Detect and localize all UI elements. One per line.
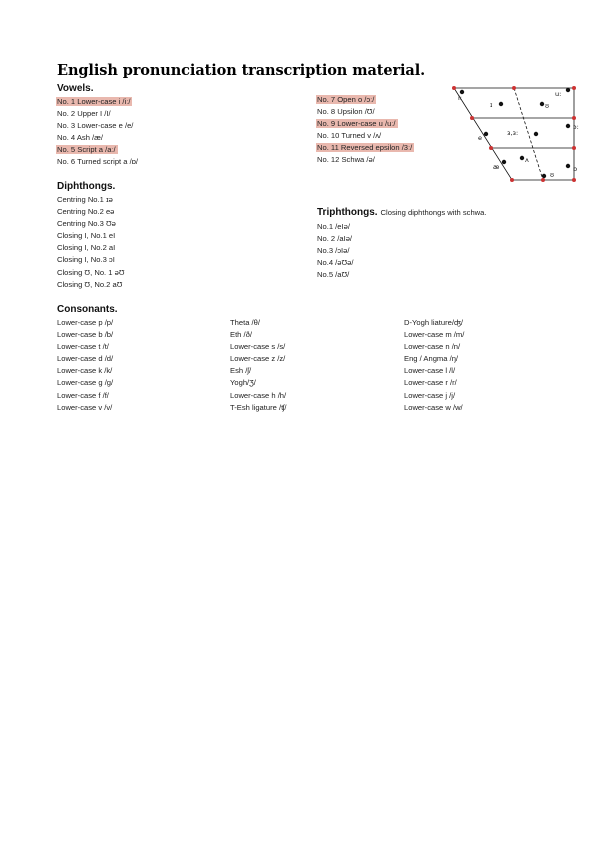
- list-item: [57, 230, 125, 242]
- list-item-text: Lower-case v /v/: [57, 402, 113, 412]
- list-item: [57, 317, 113, 329]
- list-item-text: Lower-case h /h/: [230, 390, 287, 400]
- list-item: [57, 156, 138, 168]
- chart-corner-dot: [572, 116, 576, 120]
- list-item: [230, 329, 286, 341]
- list-item: [317, 154, 414, 166]
- list-item-text: No.4 /əƱə/: [317, 258, 354, 268]
- vowels-right-list: [317, 94, 414, 167]
- diphthongs-list: [57, 194, 125, 291]
- list-item: [57, 132, 138, 144]
- chart-corner-dot: [510, 178, 514, 182]
- list-item: [57, 402, 113, 414]
- list-item-text: Lower-case p /p/: [57, 318, 114, 327]
- chart-label-turned-v: ʌ: [525, 156, 529, 164]
- list-item: [57, 242, 125, 254]
- consonants-col-2: [230, 317, 286, 414]
- list-item-text: No. 5 Script a /aː/: [57, 145, 116, 155]
- list-item: [404, 402, 464, 414]
- chart-corner-dot: [512, 86, 516, 90]
- vowels-left-list: [57, 96, 138, 169]
- chart-corner-dot: [572, 146, 576, 150]
- list-item: [57, 254, 125, 266]
- list-item: [230, 377, 286, 389]
- chart-line-central: [514, 88, 543, 180]
- consonants-col-3: [404, 317, 464, 414]
- list-item: [230, 317, 286, 329]
- list-item-text: Lower-case m /m/: [404, 330, 465, 340]
- list-item: [57, 267, 125, 279]
- list-item-text: Theta /θ/: [230, 318, 260, 327]
- list-item-text: Lower-case n /n/: [404, 342, 461, 352]
- list-item: [317, 94, 414, 106]
- list-item-text: Lower-case l /l/: [404, 366, 456, 376]
- list-item: [57, 329, 113, 341]
- list-item-text: Lower-case t /t/: [57, 342, 109, 352]
- chart-vowel-dot: [540, 102, 544, 106]
- list-item-text: No. 3 Lower-case e /e/: [57, 121, 134, 131]
- list-item-text: Lower-case g /g/: [57, 378, 114, 388]
- list-item: [57, 194, 125, 206]
- list-item: [57, 96, 138, 108]
- triphthongs-header: [317, 207, 487, 218]
- list-item-text: Centring No.1 ɪə: [57, 195, 113, 204]
- list-item: [57, 365, 113, 377]
- list-item-text: No. 9 Lower-case u /uː/: [317, 119, 396, 129]
- list-item: [57, 341, 113, 353]
- list-item: [57, 353, 113, 365]
- list-item-text: Lower-case b /b/: [57, 330, 114, 340]
- list-item-text: No.1 /eIə/: [317, 222, 350, 231]
- list-item-text: D-Yogh liature/ʤ/: [404, 318, 463, 327]
- chart-vowel-dot: [484, 132, 488, 136]
- list-item-text: No. 7 Open o /ɔː/: [317, 95, 375, 104]
- list-item: [230, 353, 286, 365]
- chart-corner-dot: [541, 178, 545, 182]
- list-item: [404, 341, 464, 353]
- chart-label-open-o: ɔ:: [573, 123, 579, 131]
- list-item: [317, 269, 354, 281]
- list-item: [317, 106, 414, 118]
- list-item-text: No. 12 Schwa /ə/: [317, 155, 375, 165]
- list-item-text: No. 6 Turned script a /ɒ/: [57, 157, 139, 167]
- list-item-text: Eng / Angma /ŋ/: [404, 354, 459, 364]
- list-item-text: Centring No.2 eə: [57, 207, 115, 217]
- vowels-heading: Vowels.: [57, 83, 94, 94]
- list-item-text: T-Esh ligature /ʧ/: [230, 402, 287, 412]
- list-item-text: No.5 /aƱ/: [317, 270, 350, 280]
- list-item: [404, 317, 464, 329]
- list-item: [317, 233, 354, 245]
- vowel-trapezium-chart: [446, 82, 586, 186]
- chart-label-ash: æ: [493, 163, 500, 171]
- chart-corner-dot: [572, 86, 576, 90]
- list-item: [317, 257, 354, 269]
- list-item: [57, 390, 113, 402]
- chart-label-schwa: ɜ,ɜ:: [507, 129, 519, 137]
- list-item: [57, 206, 125, 218]
- chart-corner-dot: [572, 178, 576, 182]
- chart-vowel-dot: [502, 160, 506, 164]
- list-item: [230, 365, 286, 377]
- list-item-text: Lower-case s /s/: [230, 342, 286, 352]
- document-title: English pronunciation transcription material.: [57, 62, 426, 79]
- list-item: [404, 353, 464, 365]
- list-item: [317, 118, 414, 130]
- chart-label-short-i: ɪ: [490, 101, 493, 109]
- consonants-heading: Consonants.: [57, 304, 118, 315]
- list-item: [317, 130, 414, 142]
- list-item-text: Closing I, No.2 aI: [57, 243, 116, 253]
- list-item-text: Closing I, No.1 eI: [57, 231, 116, 241]
- list-item: [404, 390, 464, 402]
- list-item: [404, 365, 464, 377]
- list-item-text: Lower-case d /d/: [57, 354, 114, 364]
- list-item-text: No.3 /ɔIə/: [317, 246, 350, 256]
- list-item: [317, 245, 354, 257]
- list-item-text: Lower-case w /w/: [404, 402, 463, 412]
- chart-vowel-dot: [566, 124, 570, 128]
- list-item-text: No. 1 Lower-case i /iː/: [57, 97, 131, 106]
- list-item-text: Lower-case r /r/: [404, 378, 457, 388]
- list-item-text: Lower-case f /f/: [57, 390, 109, 400]
- list-item: [317, 221, 354, 233]
- list-item-text: Closing Ʊ, No.2 aƱ: [57, 279, 123, 289]
- list-item-text: Closing Ʊ, No. 1 əƱ: [57, 267, 125, 277]
- triphthongs-note: Closing diphthongs with schwa.: [380, 208, 487, 217]
- chart-label-upsilon-2: ʊ: [550, 171, 555, 179]
- chart-corner-dot: [489, 146, 493, 150]
- list-item: [230, 390, 286, 402]
- list-item: [57, 377, 113, 389]
- list-item-text: No. 11 Reversed epsilon /3ː/: [317, 143, 413, 153]
- chart-vowel-dot: [542, 174, 546, 178]
- list-item: [317, 142, 414, 154]
- chart-vowel-dot: [534, 132, 538, 136]
- list-item-text: Lower-case z /z/: [230, 354, 286, 364]
- list-item: [57, 279, 125, 291]
- chart-label-u: u:: [555, 90, 562, 98]
- chart-vowel-dot: [566, 88, 570, 92]
- list-item: [404, 329, 464, 341]
- list-item-text: Esh /ʃ/: [230, 366, 252, 376]
- triphthongs-heading: Triphthongs.: [317, 207, 378, 218]
- list-item-text: No. 2 /aIə/: [317, 234, 353, 244]
- list-item-text: Yogh/Ʒ/: [230, 378, 256, 388]
- list-item-text: Closing I, No.3 ɔI: [57, 255, 115, 265]
- chart-corner-dot: [452, 86, 456, 90]
- consonants-col-1: [57, 317, 113, 414]
- list-item-text: Centring No.3 Ʊə: [57, 219, 116, 229]
- chart-vowel-dot: [520, 156, 524, 160]
- list-item: [57, 218, 125, 230]
- chart-label-i: i:: [458, 94, 462, 102]
- list-item: [230, 402, 286, 414]
- chart-label-e: e: [478, 134, 482, 142]
- list-item: [230, 341, 286, 353]
- list-item: [57, 108, 138, 120]
- chart-label-upsilon: ʊ: [545, 102, 550, 110]
- diphthongs-heading: Diphthongs.: [57, 181, 116, 192]
- chart-label-turned-a: ɒ: [573, 165, 578, 173]
- list-item-text: Lower-case j /j/: [404, 390, 456, 400]
- list-item-text: Lower-case k /k/: [57, 366, 113, 376]
- chart-vowel-dot: [566, 164, 570, 168]
- chart-corner-dot: [470, 116, 474, 120]
- list-item-text: No. 2 Upper I /I/: [57, 109, 111, 119]
- list-item-text: Eth /ð/: [230, 330, 252, 340]
- list-item: [57, 144, 138, 156]
- list-item-text: No. 10 Turned v /ʌ/: [317, 131, 382, 141]
- list-item: [57, 120, 138, 132]
- list-item-text: No. 8 Upsilon /Ʊ/: [317, 107, 375, 117]
- list-item-text: No. 4 Ash /æ/: [57, 133, 104, 143]
- triphthongs-list: [317, 221, 354, 281]
- list-item: [404, 377, 464, 389]
- chart-vowel-dot: [499, 102, 503, 106]
